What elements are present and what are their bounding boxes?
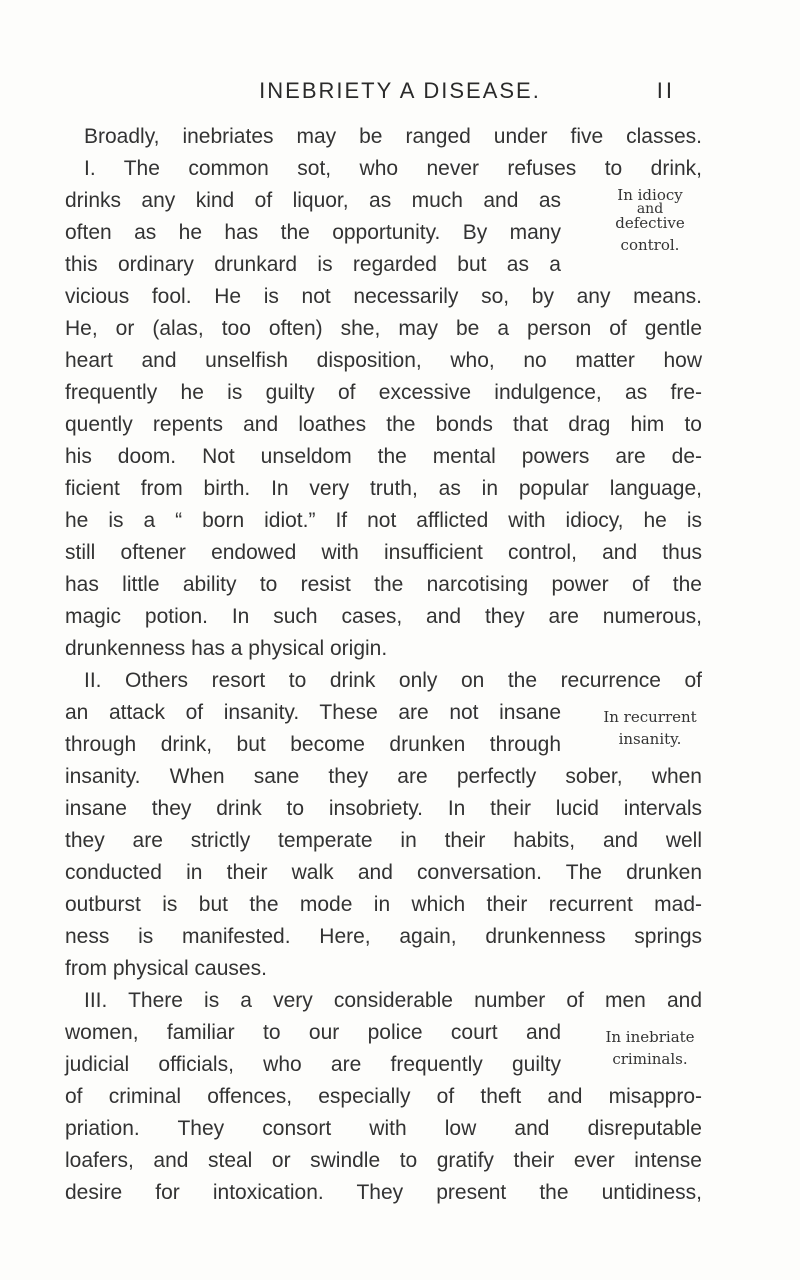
text-line: frequently he is guilty of excessive indulgence, as fre- (65, 381, 702, 404)
text-line: outburst is but the mode in which their recurrent mad- (65, 893, 702, 916)
text-line: he is a “ born idiot.” If not afflicted with idiocy, he is (65, 509, 702, 532)
text-line: judicial officials, who are frequently guilty (65, 1053, 561, 1076)
text-line: loafers, and steal or swindle to gratify their ever intense (65, 1149, 702, 1172)
text-line: often as he has the opportunity. By many (65, 221, 561, 244)
page-number: II (656, 78, 675, 103)
margin-note-line: In idiocy (617, 186, 683, 204)
text-line: I. The common sot, who never refuses to drink, (84, 157, 702, 180)
text-line: priation. They consort with low and disreputable (65, 1117, 702, 1140)
text-line: ness is manifested. Here, again, drunkenness springs (65, 925, 702, 948)
text-line: Broadly, inebriates may be ranged under five classes. (84, 125, 702, 148)
margin-note-line: control. (620, 236, 680, 254)
text-line: of criminal offences, especially of theft and misappro- (65, 1085, 702, 1108)
margin-note-line: and (636, 201, 664, 217)
text-line: insanity. When sane they are perfectly sober, when (65, 765, 702, 788)
margin-note-insanity (575, 705, 725, 749)
text-line: vicious fool. He is not necessarily so, by any means. (65, 285, 702, 308)
margin-note-line: insanity. (618, 730, 682, 748)
page-header (0, 78, 800, 110)
margin-note-line: criminals. (612, 1050, 688, 1068)
text-line: drunkenness has a physical origin. (65, 637, 388, 660)
margin-note-idiocy (575, 186, 725, 254)
text-line: through drink, but become drunken through (65, 733, 561, 756)
text-line: quently repents and loathes the bonds that drag him to (65, 413, 702, 436)
text-line: from physical causes. (65, 957, 267, 980)
text-line: He, or (alas, too often) she, may be a person of gentle (65, 317, 702, 340)
text-line: has little ability to resist the narcotising power of the (65, 573, 702, 596)
text-line: an attack of insanity. These are not insane (65, 701, 561, 724)
text-line: conducted in their walk and conversation. The drunken (65, 861, 702, 884)
text-line: his doom. Not unseldom the mental powers are de- (65, 445, 702, 468)
text-line: heart and unselfish disposition, who, no matter how (65, 349, 702, 372)
running-title: INEBRIETY A DISEASE. (259, 78, 541, 103)
margin-note-criminals (575, 1025, 725, 1069)
text-line: still oftener endowed with insufficient control, and thus (65, 541, 702, 564)
text-line: desire for intoxication. They present the untidiness, (65, 1181, 702, 1204)
text-line: insane they drink to insobriety. In their lucid intervals (65, 797, 702, 820)
text-line: they are strictly temperate in their habits, and well (65, 829, 702, 852)
margin-note-line: In recurrent (603, 708, 697, 726)
text-line: drinks any kind of liquor, as much and as (65, 189, 561, 212)
margin-note-line: defective (615, 214, 685, 232)
text-line: ficient from birth. In very truth, as in popular language, (65, 477, 702, 500)
text-line: magic potion. In such cases, and they are numerous, (65, 605, 702, 628)
text-line: women, familiar to our police court and (65, 1021, 561, 1044)
text-line: this ordinary drunkard is regarded but as a (65, 253, 561, 276)
text-line: III. There is a very considerable number of men and (84, 989, 702, 1012)
margin-note-line: In inebriate (605, 1028, 695, 1046)
text-line: II. Others resort to drink only on the recurrence of (84, 669, 702, 692)
